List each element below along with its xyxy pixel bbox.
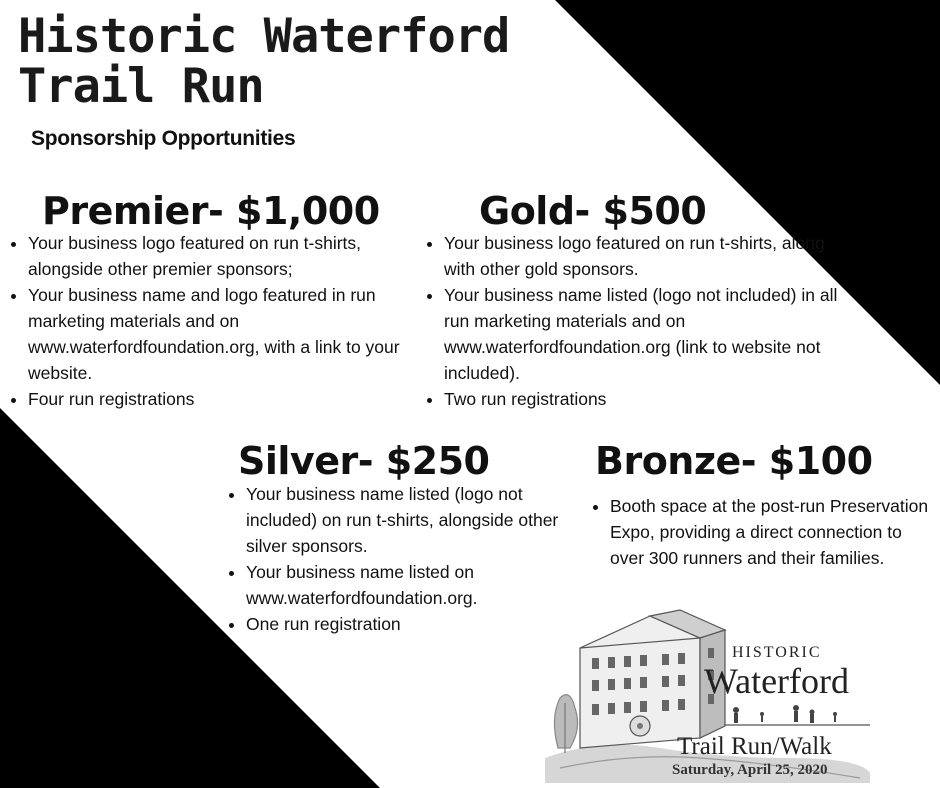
silver-benefit: • Your business name listed on www.waterfordfoundation.org. [246,559,566,611]
premier-benefits-list [10,230,426,412]
logo-waterford-text: Waterford [704,661,850,701]
gold-benefit: • Two run registrations [444,386,849,412]
logo-date-text: Saturday, April 25, 2020 [672,762,828,778]
gold-benefit: • Your business name listed (logo not included) in all run marketing materials and on www.waterfordfoundation.org (link to website not included). [444,282,849,386]
premier-benefit: • Four run registrations [28,386,426,412]
silver-tier-title: Silver- $250 [238,439,490,483]
premier-benefit: • Your business name and logo featured in run marketing materials and on www.waterfordfoundation.org, with a link to your website. [28,282,426,386]
title-line-2: Trail Run [18,59,264,114]
gold-tier-title: Gold- $500 [479,189,707,233]
gold-benefits-list [426,230,849,412]
gold-benefit: • Your business logo featured on run t-shirts, along with other gold sponsors. [444,230,849,282]
silver-benefits-list [228,481,566,637]
title-line-1: Historic Waterford [18,9,510,64]
silver-benefit: • Your business name listed (logo not included) on run t-shirts, alongside other silver sponsors. [246,481,566,559]
bronze-benefits-list [592,493,930,571]
premier-tier-title: Premier- $1,000 [42,189,380,233]
logo-historic-text: HISTORIC [732,644,822,661]
bronze-benefit: • Booth space at the post-run Preservation Expo, providing a direct connection to over 300 runners and their families. [610,493,930,571]
flyer-title [18,9,510,114]
silver-benefit: • One run registration [246,611,566,637]
bronze-tier-title: Bronze- $100 [595,439,873,483]
premier-benefit: • Your business logo featured on run t-shirts, alongside other premier sponsors; [28,230,426,282]
logo-event-text: Trail Run/Walk [677,733,832,760]
sponsorship-subtitle: Sponsorship Opportunities [31,127,296,150]
